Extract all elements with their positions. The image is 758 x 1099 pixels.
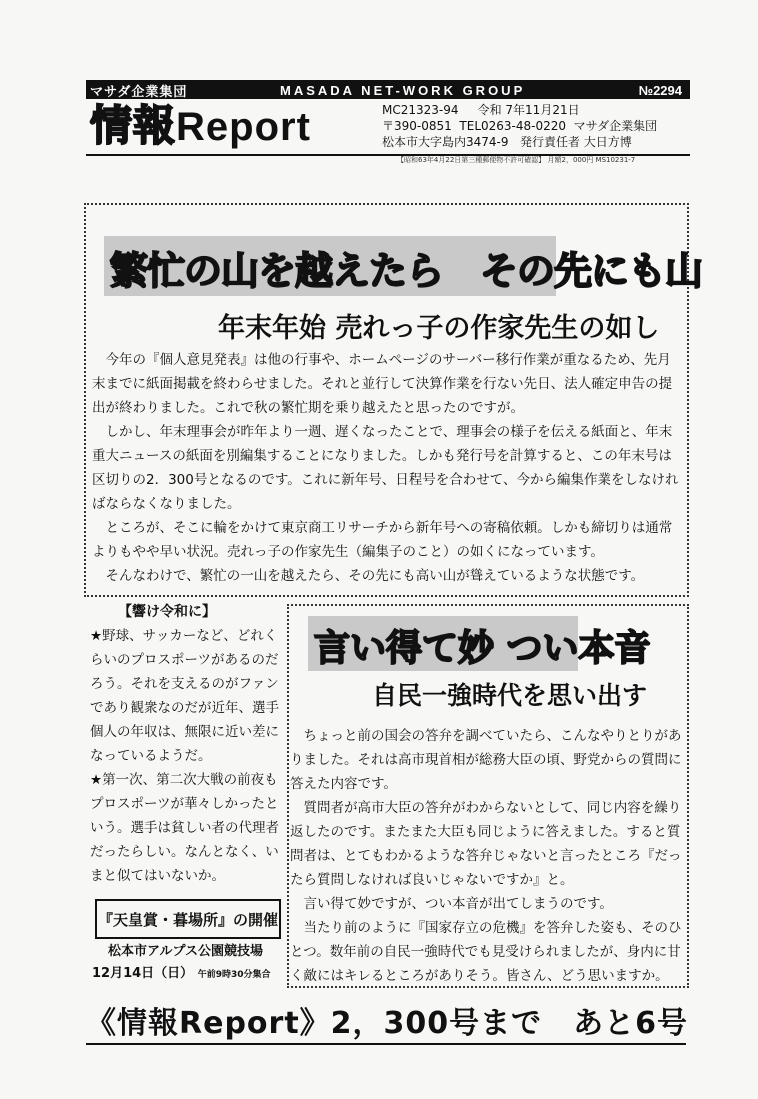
column-paragraph: ★第一次、第二次大戦の前夜もプロスポーツが華々しかったという。選手は貧しい者の代理者だったらしい。なんとなく、いまと似てはいないか。 [90,772,279,884]
editor: 発行責任者 大日方博 [519,135,632,149]
main-paragraph: 今年の『個人意見発表』は他の行事や、ホームページのサーバー移行作業が重なるため、先月末までに紙面掲載を終わらせました。それと並行して決算作業を行ない先日、法人確定申告の提出が終わりました。これで秋の繁忙期を乗り越えたと思ったのですが。 [92,352,673,416]
logo-latin: Report [176,105,311,149]
second-paragraph: 当たり前のように『国家存立の危機』を答弁した姿も、そのひとつ。数年前の自民一強時代でも見受けられましたが、身内に甘く敵にはキレるところがありそう。皆さん、どう思いますか。 [290,920,682,984]
second-headline-banner [308,616,651,671]
second-paragraph: 質問者が高市大臣の答弁がわからないとして、同じ内容を繰り返したのです。またまた大臣も同じように答えました。すると質問者は、とてもわかるような答弁じゃないと言ったところ『だったら質問しなければ良いじゃないですか』と。 [290,800,682,888]
logo-kanji: 情報 [90,101,177,150]
masthead [86,80,690,156]
second-headline: 言い得て妙 つい本音 [314,628,651,669]
masthead-band [86,82,690,99]
column-body [90,624,280,888]
publication-info [382,102,688,150]
second-paragraph: 言い得て妙ですが、つい本音が出てしまうのです。 [303,896,613,912]
address: 松本市大字島内3474-9 [382,135,509,149]
column-paragraph: ★野球、サッカーなど、どれくらいのプロスポーツがあるのだろう。それを支えるのがファンであり観衆なのだが近年、選手個人の年収は、無限に近い差になっているようだ。 [90,628,279,764]
main-paragraph: しかし、年末理事会が昨年より一週、遅くなったことで、理事会の様子を伝える紙面と、年末重大ニュースの紙面を別編集することになりました。しかも発行号を計算すると、この年末号は区切りの2．300号となるのです。これに新年号、日程号を合わせて、今から編集作業をしなければならなくなりました。 [92,424,679,512]
publication-date: 令和 7年11月21日 [477,103,580,117]
publication-code: MC21323-94 [382,103,459,117]
event-date: 12月14日（日） [92,966,194,981]
main-subhead: 年末年始 売れっ子の作家先生の如し [218,313,660,344]
footer-rule [86,1043,686,1045]
second-article-body [290,724,682,988]
registration-note: 【昭和63年4月22日第三種郵便物不許可確認】 月額2，000円 MS10231-7 [397,156,636,164]
telephone: TEL0263-48-0220 [459,119,567,133]
postal-code: 〒390-0851 [382,119,452,133]
main-headline-banner [104,236,703,296]
issue-countdown: 《情報Report》2，300号まで あと6号 [86,1006,689,1041]
group-name-en: MASADA NET-WORK GROUP [280,83,526,98]
event-time: 午前9時30分集合 [197,970,271,980]
second-paragraph: ちょっと前の国会の答弁を調べていたら、こんなやりとりがありました。それは高市現首相が総務大臣の頃、野党からの質問に答えた内容です。 [290,728,682,792]
event-venue: 松本市アルプス公園競技場 [108,944,263,959]
main-paragraph: そんなわけで、繁忙の一山を越えたら、その先にも高い山が聳えているような状態です。 [105,568,645,584]
issue-number: №2294 [638,83,682,98]
main-article-body [92,348,680,588]
event-title: 『天皇賞・暮場所』の開催 [95,899,281,939]
event-datetime [92,962,271,981]
column-heading: 【響け令和に】 [118,604,216,620]
group-name-ja: マサダ企業集団 [90,85,188,100]
main-headline: 繁忙の山を越えたら その先にも山 [110,249,703,293]
newsletter-logo [90,101,311,152]
publisher: マサダ企業集団 [573,119,658,133]
main-paragraph: ところが、そこに輪をかけて東京商工リサーチから新年号への寄稿依頼。しかも締切りは通常よりもやや早い状況。売れっ子の作家先生（編集子のこと）の如くになっています。 [92,520,673,560]
second-subhead: 自民一強時代を思い出す [372,681,648,710]
